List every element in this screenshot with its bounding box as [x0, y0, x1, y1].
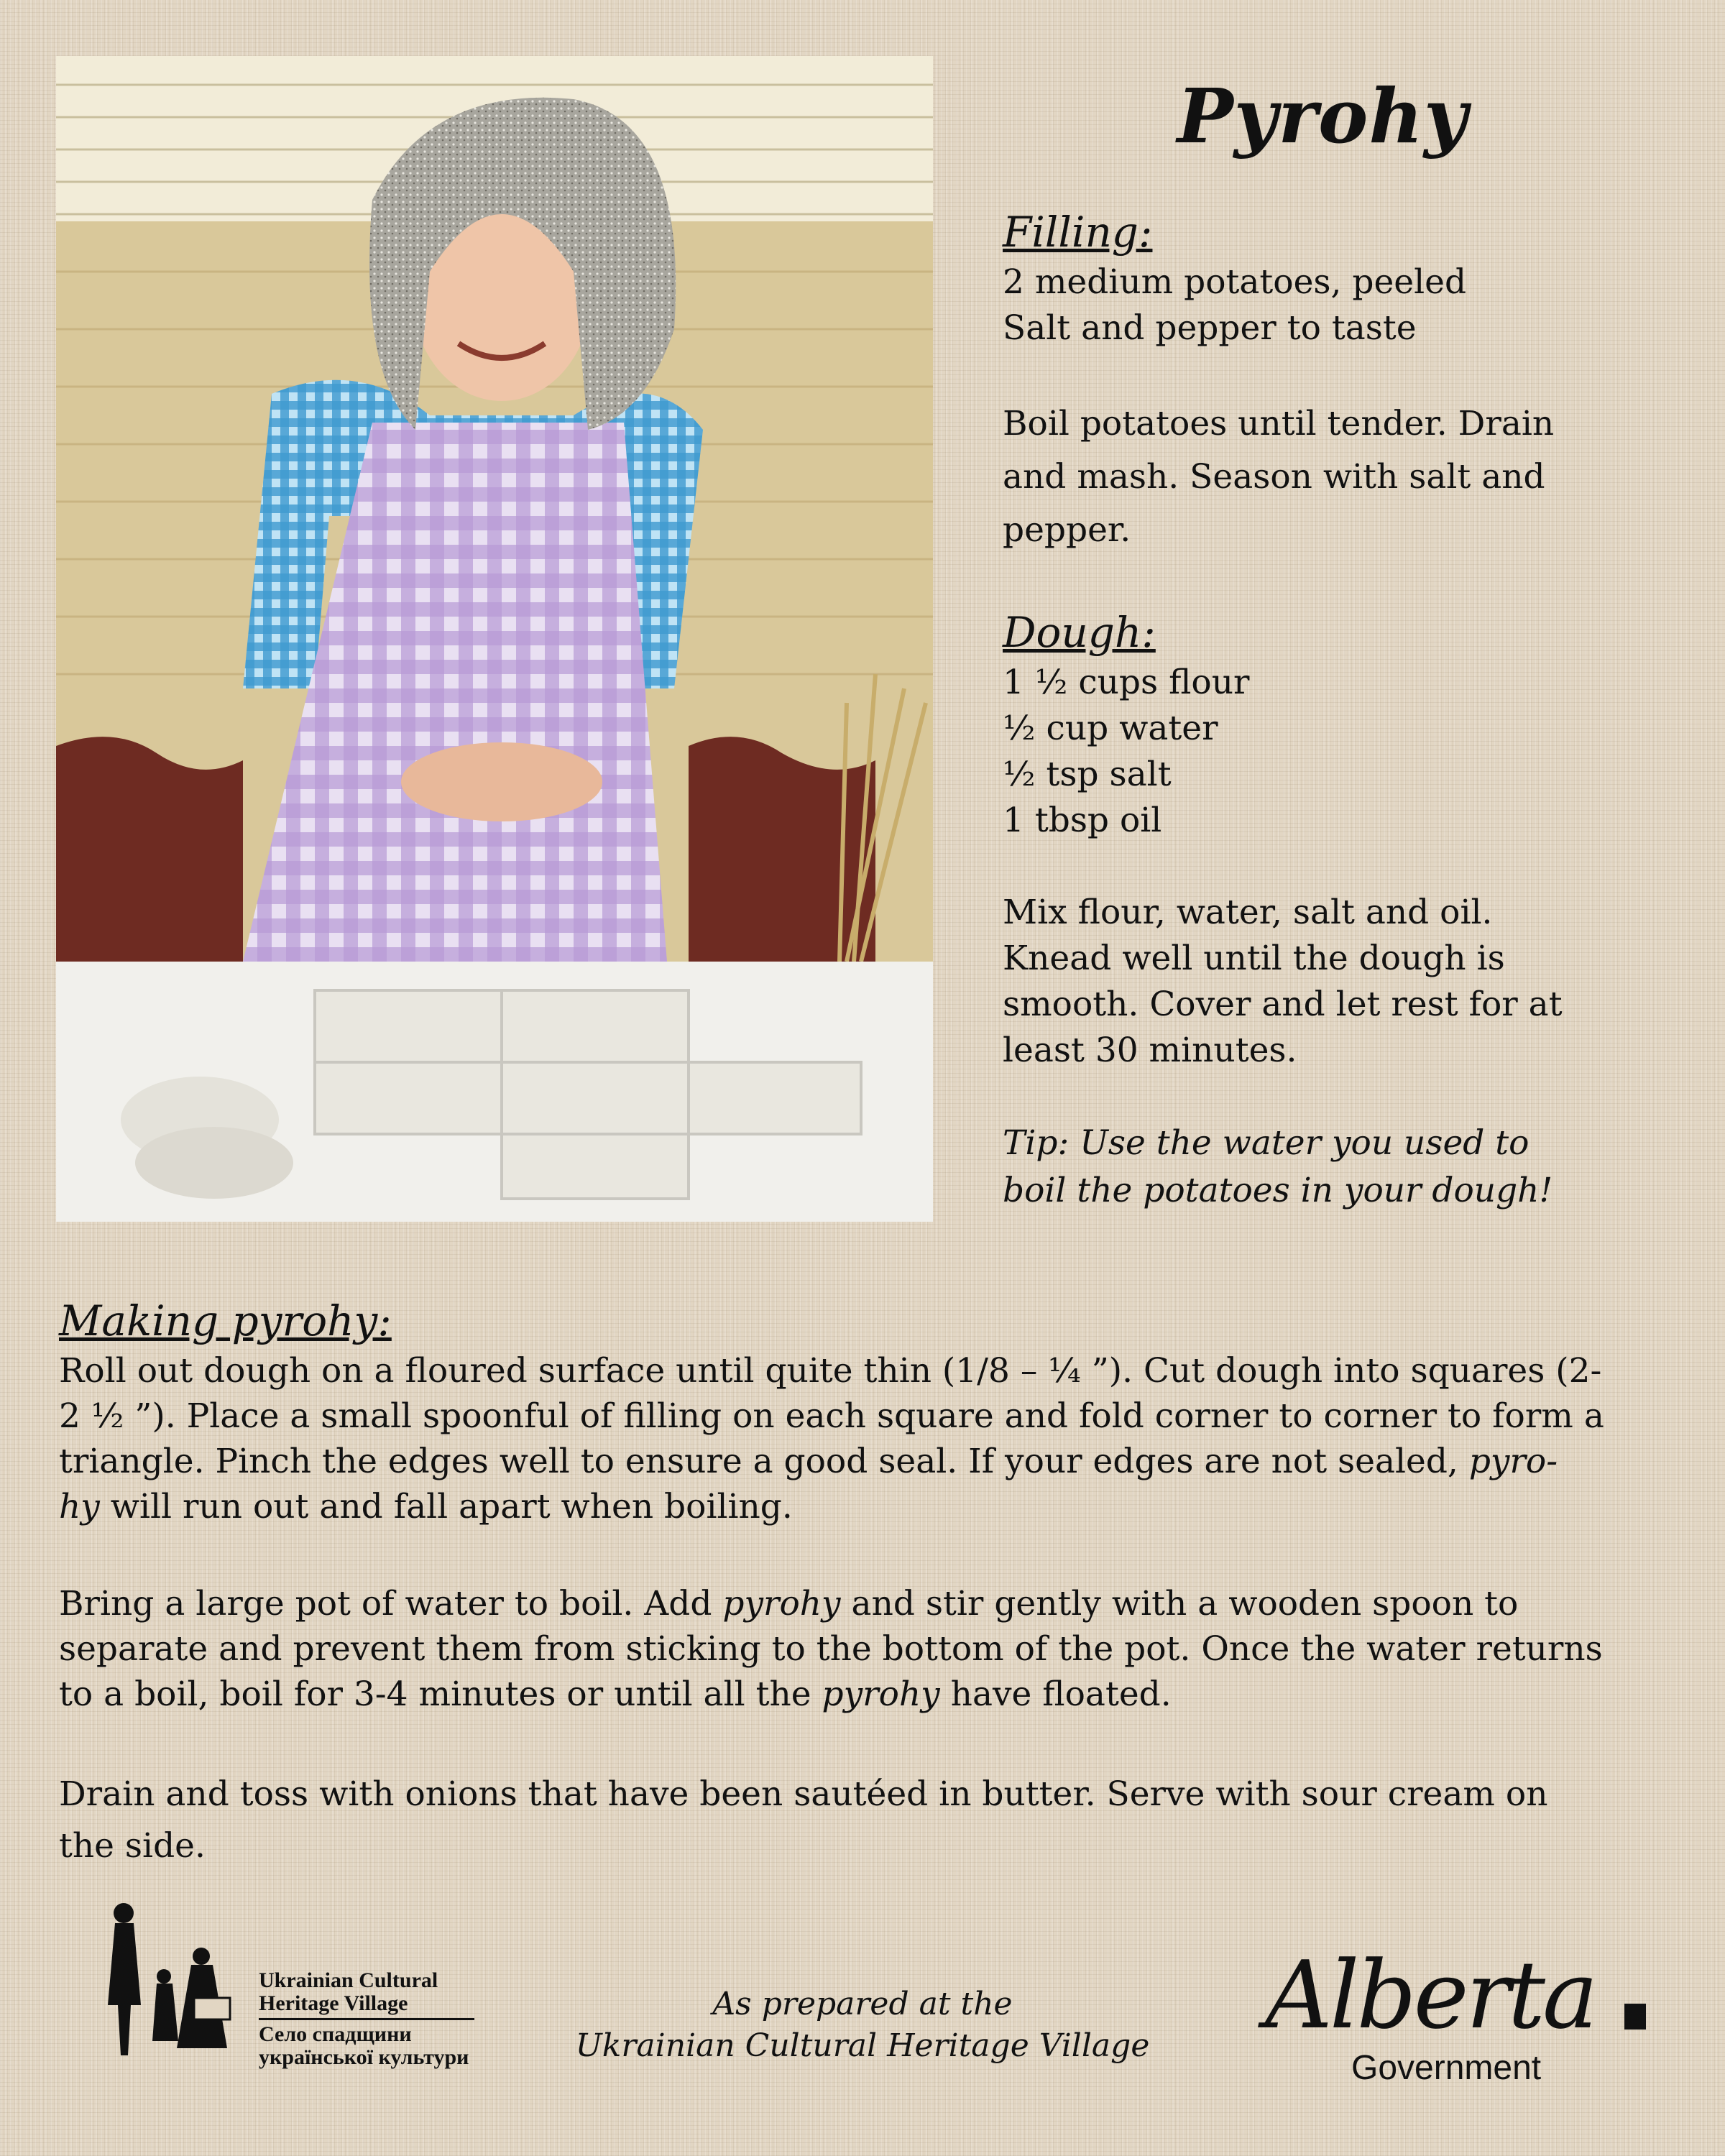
recipe-title: Pyrohy — [1177, 72, 1468, 160]
making-paragraph-3 — [59, 1769, 1676, 1872]
filling-ingredient: 2 medium potatoes, peeled — [1003, 262, 1467, 302]
making-paragraph-1 — [59, 1348, 1676, 1529]
dough-ingredient: 1 tbsp oil — [1003, 801, 1162, 840]
paragraph-text: triangle. Pinch the edges well to ensure a good seal. If your edges are not sealed, — [59, 1442, 1469, 1481]
ucv-logo-line: української культури — [259, 2045, 469, 2069]
paragraph-line: 2 ½ ”). Place a small spoonful of filling on each square and fold corner to corner to form a — [59, 1396, 1604, 1436]
recipe-photo — [56, 56, 933, 1222]
making-section — [59, 1294, 1676, 1872]
ucv-logo-divider — [259, 2018, 474, 2020]
paragraph-line — [59, 1487, 793, 1526]
alberta-wordmark: Alberta — [1265, 1940, 1596, 2050]
dough-instruction-line: smooth. Cover and let rest for at — [1003, 985, 1563, 1024]
filling-instruction-line: Boil potatoes until tender. Drain — [1003, 404, 1555, 443]
paragraph-line — [59, 1674, 1172, 1714]
ukrainian-village-logo-icon — [86, 1897, 489, 2070]
making-paragraph-2 — [59, 1581, 1676, 1717]
italic-word: hy — [59, 1487, 100, 1526]
paragraph-text: will run out and fall apart when boiling. — [99, 1487, 793, 1526]
paragraph-line — [59, 1584, 1518, 1623]
dough-ingredient: ½ tsp salt — [1003, 755, 1172, 794]
prepared-line: As prepared at the — [712, 1986, 1013, 2022]
dough-heading: Dough: — [1003, 608, 1156, 657]
filling-section — [1003, 205, 1650, 557]
ucv-logo-line: Heritage Village — [259, 1991, 408, 2015]
alberta-mark-icon — [1624, 2004, 1646, 2030]
filling-heading: Filling: — [1003, 208, 1153, 257]
village-figures-icon — [86, 1897, 259, 2070]
dough-ingredient: 1 ½ cups flour — [1003, 663, 1250, 702]
paragraph-line — [59, 1442, 1558, 1481]
filling-instruction-line: pepper. — [1003, 510, 1131, 550]
italic-word: pyro- — [1468, 1442, 1558, 1481]
paragraph-line: Roll out dough on a floured surface until quite thin (1/8 – ¼ ”). Cut dough into squares (2- — [59, 1351, 1602, 1391]
prepared-at-text — [546, 1984, 1179, 2067]
woman-making-pyrohy-photo — [56, 56, 933, 1222]
italic-word: pyrohy — [822, 1674, 940, 1714]
paragraph-text: Bring a large pot of water to boil. Add — [59, 1584, 723, 1623]
italic-word: pyrohy — [722, 1584, 841, 1623]
paragraph-line: the side. — [59, 1826, 206, 1866]
dough-ingredient: ½ cup water — [1003, 709, 1218, 748]
dough-instruction-line: Knead well until the dough is — [1003, 939, 1505, 978]
ucv-logo-text — [259, 1969, 474, 2069]
prepared-line: Ukrainian Cultural Heritage Village — [575, 2027, 1150, 2064]
paragraph-line: separate and prevent them from sticking to the bottom of the pot. Once the water returns — [59, 1629, 1603, 1669]
making-heading: Making pyrohy: — [59, 1296, 392, 1345]
paragraph-text: to a boil, boil for 3-4 minutes or until all the — [59, 1674, 822, 1714]
ucv-logo-line: Село спадщини — [259, 2022, 412, 2046]
dough-section — [1003, 605, 1650, 1215]
tip-line: boil the potatoes in your dough! — [1003, 1171, 1553, 1210]
paragraph-line: Drain and toss with onions that have been sautéed in butter. Serve with sour cream on — [59, 1774, 1548, 1814]
paragraph-text: have floated. — [939, 1674, 1172, 1714]
filling-instruction-line: and mash. Season with salt and — [1003, 457, 1545, 497]
filling-ingredient: Salt and pepper to taste — [1003, 308, 1417, 348]
paragraph-text: and stir gently with a wooden spoon to — [840, 1584, 1519, 1623]
alberta-government-logo-icon — [1251, 1940, 1653, 2099]
dough-instruction-line: Mix flour, water, salt and oil. — [1003, 893, 1493, 932]
tip-line: Tip: Use the water you used to — [1003, 1123, 1530, 1163]
dough-instruction-line: least 30 minutes. — [1003, 1031, 1297, 1070]
ucv-logo-line: Ukrainian Cultural — [259, 1968, 438, 1992]
alberta-government-text: Government — [1351, 2049, 1542, 2087]
